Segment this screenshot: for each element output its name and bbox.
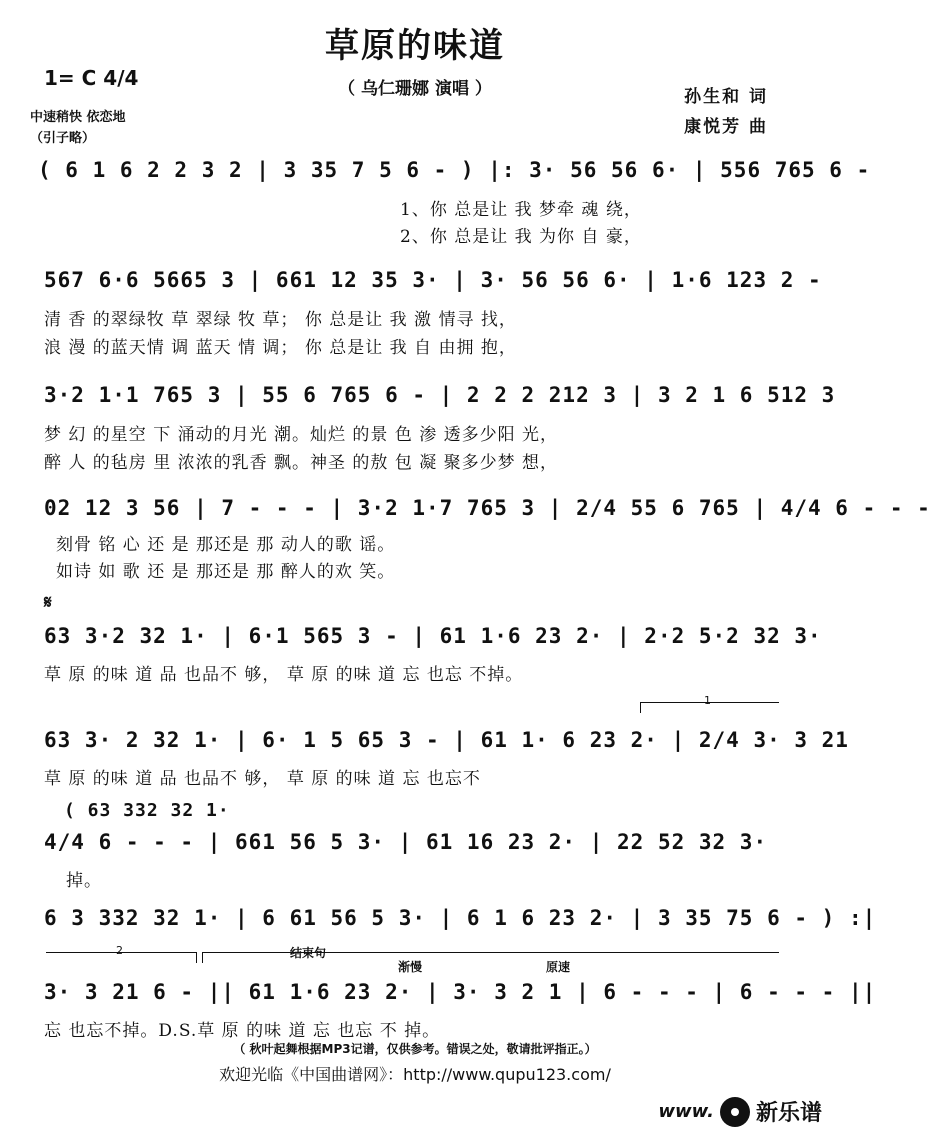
score-line-3-notes: 3·2 1·1 765 3 | 55 6 765 6 - | 2 2 2 212 3 | 3 2 1 6 512 3 xyxy=(44,383,836,407)
score-line-4-notes: 02 12 3 56 | 7 - - - | 3·2 1·7 765 3 | 2/4 55 6 765 | 4/4 6 - - - xyxy=(44,496,931,520)
score-line-3-lyric-2: 醉 人 的毡房 里 浓浓的乳香 飘。神圣 的敖 包 凝 聚多少梦 想， xyxy=(44,453,559,473)
score-line-8-notes: 6 3 332 32 1· | 6 61 56 5 3· | 6 1 6 23 2· | 3 35 75 6 - ) :| xyxy=(44,906,877,930)
intro-note: （引子略） xyxy=(30,131,96,146)
score-line-5-notes: 63 3·2 32 1· | 6·1 565 3 - | 61 1·6 23 2· | 2·2 5·2 32 3· xyxy=(44,624,822,648)
score-line-7-lyric-1: 掉。 xyxy=(66,871,102,891)
score-line-2-lyric-2: 浪 漫 的蓝天情 调 蓝天 情 调； 你 总是让 我 自 由拥 抱， xyxy=(44,338,517,358)
song-title: 草原的味道 xyxy=(325,26,505,66)
score-line-4-lyric-1: 刻骨 铭 心 还 是 那还是 那 动人的歌 谣。 xyxy=(56,535,396,555)
score-line-4-lyric-2: 如诗 如 歌 还 是 那还是 那 醉人的欢 笑。 xyxy=(56,562,396,582)
score-line-1-lyric-2: 2、你 总是让 我 为你 自 豪， xyxy=(400,227,642,247)
composer-credit: 康悦芳 曲 xyxy=(684,117,768,137)
score-line-7-notes: 4/4 6 - - - | 661 56 5 3· | 61 16 23 2· | 22 52 32 3· xyxy=(44,830,768,854)
segno-mark: 𝄋 xyxy=(44,592,52,613)
score-line-2-lyric-1: 清 香 的翠绿牧 草 翠绿 牧 草； 你 总是让 我 激 情寻 找， xyxy=(44,310,517,330)
score-line-6-lyric-1: 草 原 的味 道 品 也品不 够， 草 原 的味 道 忘 也忘不 xyxy=(44,769,481,789)
score-line-1-notes: ( 6 1 6 2 2 3 2 | 3 35 7 5 6 - ) |: 3· 56 56 6· | 556 765 6 - xyxy=(38,158,871,182)
record-disc-icon xyxy=(720,1097,750,1127)
lyricist-credit: 孙生和 词 xyxy=(684,87,768,107)
performer-line: （ 乌仁珊娜 演唱 ） xyxy=(338,79,492,99)
volta-1-label: 1 xyxy=(704,694,711,707)
score-line-6-notes: 63 3· 2 32 1· | 6· 1 5 65 3 - | 61 1· 6 23 2· | 2/4 3· 3 21 xyxy=(44,728,849,752)
score-line-9-lyric-1: 忘 也忘不掉。D.S.草 原 的味 道 忘 也忘 不 掉。 xyxy=(44,1021,441,1041)
ending-bracket xyxy=(202,952,779,963)
welcome-text[interactable]: 欢迎光临《中国曲谱网》：http://www.qupu123.com/ xyxy=(219,1065,611,1084)
score-line-5-lyric-1: 草 原 的味 道 品 也品不 够， 草 原 的味 道 忘 也忘 不掉。 xyxy=(44,665,524,685)
tempo-marking: 中速稍快 依恋地 xyxy=(30,110,126,125)
score-line-3-lyric-1: 梦 幻 的星空 下 涌动的月光 潮。灿烂 的景 色 渗 透多少阳 光， xyxy=(44,425,559,445)
a-tempo-label: 原速 xyxy=(546,960,571,974)
score-line-2-notes: 567 6·6 5665 3 | 661 12 35 3· | 3· 56 56 6· | 1·6 123 2 - xyxy=(44,268,822,292)
key-signature: 1= C 4/4 xyxy=(44,66,139,90)
score-line-1-lyric-1: 1、你 总是让 我 梦牵 魂 绕， xyxy=(400,200,642,220)
logo-prefix: www. xyxy=(658,1101,714,1122)
volta-2-label: 2 xyxy=(116,944,123,957)
score-line-7-alt: ( 63 332 32 1· xyxy=(64,800,230,821)
ritardando-label: 渐慢 xyxy=(398,960,423,974)
score-line-9-notes: 3· 3 21 6 - || 61 1·6 23 2· | 3· 3 2 1 | 6 - - - | 6 - - - || xyxy=(44,980,877,1004)
site-logo[interactable] xyxy=(658,1096,822,1127)
ending-label: 结束句 xyxy=(290,946,327,960)
logo-text: 新乐谱 xyxy=(755,1101,822,1126)
disclaimer-text: （ 秋叶起舞根据MP3记谱，仅供参考。错误之处，敬请批评指正。） xyxy=(233,1042,597,1056)
